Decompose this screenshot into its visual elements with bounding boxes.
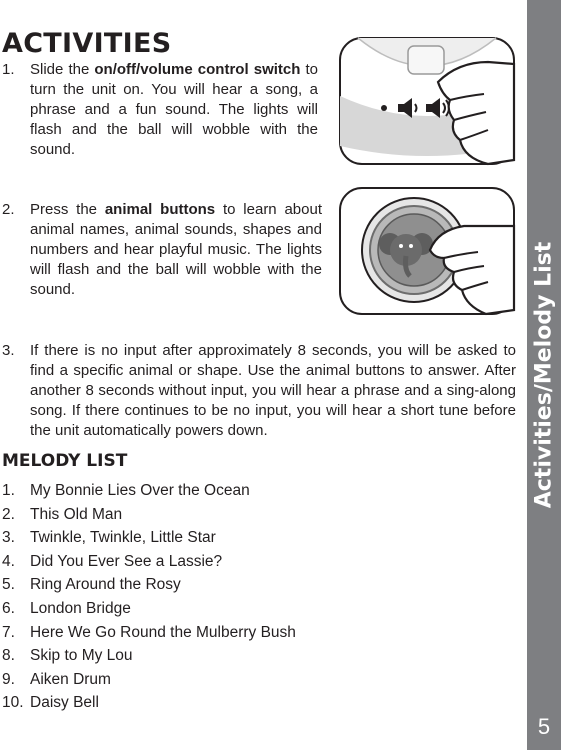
activity-number-1: 1. <box>2 61 15 78</box>
animal-button-illustration <box>338 186 516 316</box>
melody-title: Here We Go Round the Mulberry Bush <box>30 623 296 641</box>
melody-number: 3. <box>2 529 15 547</box>
activity-item-3 <box>2 341 518 441</box>
activity-text-1-end: to turn the unit on. You will hear a song, a phrase and a fun sound. The lights will flash and the ball will wobble with the sound. <box>30 61 319 158</box>
activity-text-2-bold: animal buttons <box>104 201 216 218</box>
melody-number: 1. <box>2 482 15 499</box>
melody-list-title: MELODY LIST <box>2 451 128 471</box>
melody-number: 8. <box>2 647 15 665</box>
melody-number: 5. <box>2 576 15 594</box>
melody-title: This Old Man <box>30 505 123 523</box>
activity-text-3: If there is no input after approximately 8 seconds, you will be asked to find a specific animal or shape. Use the animal buttons to answer. After another 8 seconds without input, you will hear a phrase and a sing-along song. If there continues to be no input, you will hear a short tune before the unit automatically powers down. <box>30 342 516 439</box>
volume-switch-illustration <box>338 36 516 166</box>
activity-text-2-end: to learn about animal names, animal sounds, shapes and numbers and hear playful music. The lights will flash and the ball will wobble with the sound. <box>30 201 323 298</box>
melody-number: 7. <box>2 623 15 641</box>
melody-number: 4. <box>2 552 15 570</box>
activities-title: ACTIVITIES <box>2 28 172 59</box>
activity-text-1-bold: on/off/volume control switch <box>94 61 301 78</box>
melody-title: Twinkle, Twinkle, Little Star <box>30 529 216 547</box>
melody-title: Ring Around the Rosy <box>30 576 181 594</box>
melody-number: 6. <box>2 599 15 617</box>
activity-number-3: 3. <box>2 342 15 359</box>
activity-text-1 <box>30 60 318 160</box>
activity-text-1-start: Slide the <box>30 61 95 78</box>
indicator-dot-icon <box>381 105 387 111</box>
melody-title: Aiken Drum <box>30 670 111 688</box>
sidebar-section-label: Activities/Melody List <box>531 241 557 509</box>
melody-number: 10. <box>2 694 24 712</box>
melody-number: 2. <box>2 505 15 523</box>
activity-item-1 <box>2 60 322 160</box>
activity-item-2 <box>2 200 322 300</box>
page-number: 5 <box>537 714 551 739</box>
activity-text-2-start: Press the <box>30 201 105 218</box>
activity-number-2: 2. <box>2 201 15 218</box>
melody-title: My Bonnie Lies Over the Ocean <box>30 482 250 499</box>
activity-text-2 <box>30 200 322 300</box>
melody-title: Skip to My Lou <box>30 647 133 665</box>
melody-number: 9. <box>2 670 15 688</box>
melody-title: Did You Ever See a Lassie? <box>30 552 223 570</box>
melody-title: Daisy Bell <box>30 694 99 712</box>
melody-title: London Bridge <box>30 599 131 617</box>
